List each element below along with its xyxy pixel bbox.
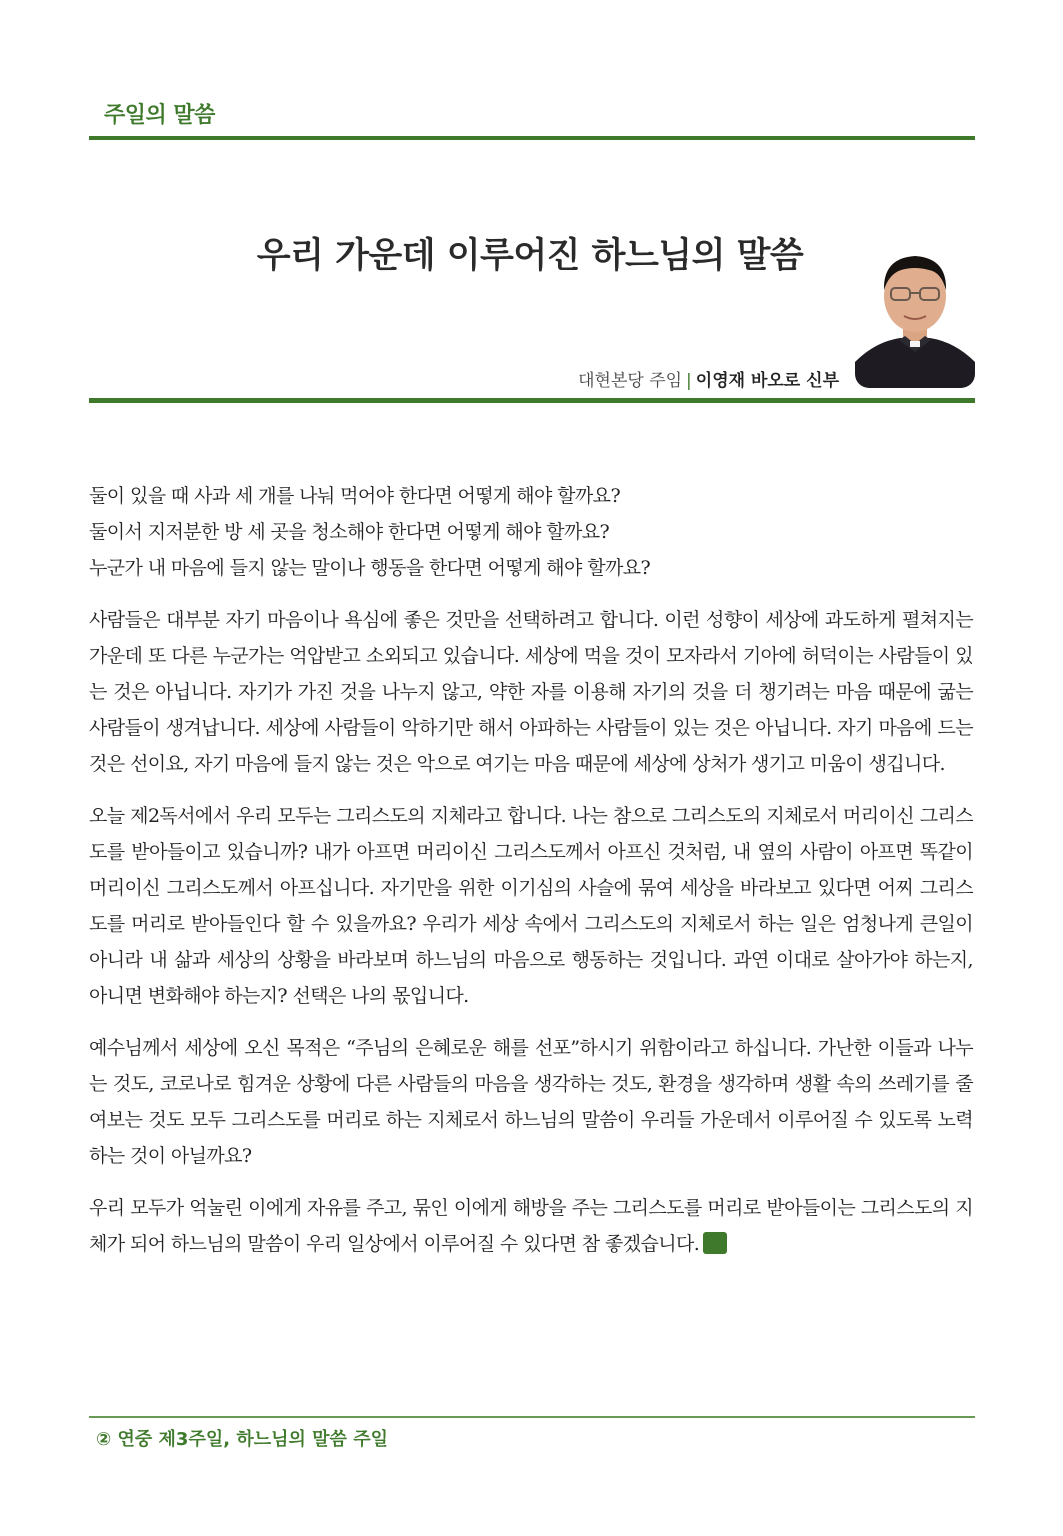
- middle-rule: [89, 398, 975, 403]
- question-line: 누군가 내 마음에 들지 않는 말이나 행동을 한다면 어떻게 해야 할까요?: [89, 557, 651, 579]
- closing-text: 우리 모두가 억눌린 이에게 자유를 주고, 묶인 이에게 해방을 주는 그리스도를 머리로 받아들이는 그리스도의 지체가 되어 하느님의 말씀이 우리 일상에서 이루어질 수 있다면 참 좋겠습니다.: [89, 1197, 973, 1255]
- article-title: 우리 가운데 이루어진 하느님의 말씀: [256, 236, 804, 276]
- bottom-rule: [89, 1416, 975, 1418]
- priest-portrait-icon: [855, 242, 975, 388]
- closing-paragraph: [89, 1190, 973, 1262]
- byline: [578, 366, 839, 391]
- body-paragraph: 사람들은 대부분 자기 마음이나 욕심에 좋은 것만을 선택하려고 합니다. 이런 성향이 세상에 과도하게 펼쳐지는 가운데 또 다른 누군가는 억압받고 소외되고 있습니다. 세상에 먹을 것이 모자라서 기아에 허덕이는 사람들이 있는 것은 아닙니다. 자기가 가진 것을 나누지 않고, 약한 자를 이용해 자기의 것을 더 챙기려는 마음 때문에 굶는 사람들이 생겨납니다. 세상에 사람들이 악하기만 해서 아파하는 사람들이 있는 것은 아닙니다. 자기 마음에 드는 것은 선이요, 자기 마음에 들지 않는 것은 악으로 여기는 마음 때문에 세상에 상처가 생기고 미움이 생깁니다.: [89, 609, 973, 775]
- footer-caption: ② 연중 제3주일, 하느님의 말씀 주일: [96, 1429, 388, 1450]
- top-rule: [89, 136, 975, 140]
- byline-role: 대현본당 주임: [578, 371, 683, 391]
- byline-name: 이영재 바오로 신부: [695, 371, 839, 391]
- body-paragraph: 오늘 제2독서에서 우리 모두는 그리스도의 지체라고 합니다. 나는 참으로 그리스도의 지체로서 머리이신 그리스도를 받아들이고 있습니까? 내가 아프면 머리이신 그리스도께서 아프신 것처럼, 내 옆의 사람이 아프면 똑같이 머리이신 그리스도께서 아프십니다. 자기만을 위한 이기심의 사슬에 묶여 세상을 바라보고 있다면 어찌 그리스도를 머리로 받아들인다 할 수 있을까요? 우리가 세상 속에서 그리스도의 지체로서 하는 일은 엄청나게 큰일이 아니라 내 삶과 세상의 상황을 바라보며 하느님의 마음으로 행동하는 것입니다. 과연 이대로 살아가야 하는지, 아니면 변화해야 하는지? 선택은 나의 몫입니다.: [89, 805, 973, 1007]
- end-mark-icon: [703, 1232, 727, 1254]
- byline-separator: |: [686, 371, 692, 391]
- section-label: 주일의 말씀: [104, 103, 215, 128]
- article-body: [89, 478, 973, 1278]
- question-line: 둘이서 지저분한 방 세 곳을 청소해야 한다면 어떻게 해야 할까요?: [89, 521, 610, 543]
- author-portrait: [855, 242, 975, 388]
- body-paragraph: 예수님께서 세상에 오신 목적은 “주님의 은혜로운 해를 선포”하시기 위함이라고 하십니다. 가난한 이들과 나누는 것도, 코로나로 힘겨운 상황에 다른 사람들의 마음을 생각하는 것도, 환경을 생각하며 생활 속의 쓰레기를 줄여보는 것도 모두 그리스도를 머리로 하는 지체로서 하느님의 말씀이 우리들 가운데서 이루어질 수 있도록 노력하는 것이 아닐까요?: [89, 1037, 973, 1167]
- intro-questions: [89, 478, 973, 586]
- question-line: 둘이 있을 때 사과 세 개를 나눠 먹어야 한다면 어떻게 해야 할까요?: [89, 485, 621, 507]
